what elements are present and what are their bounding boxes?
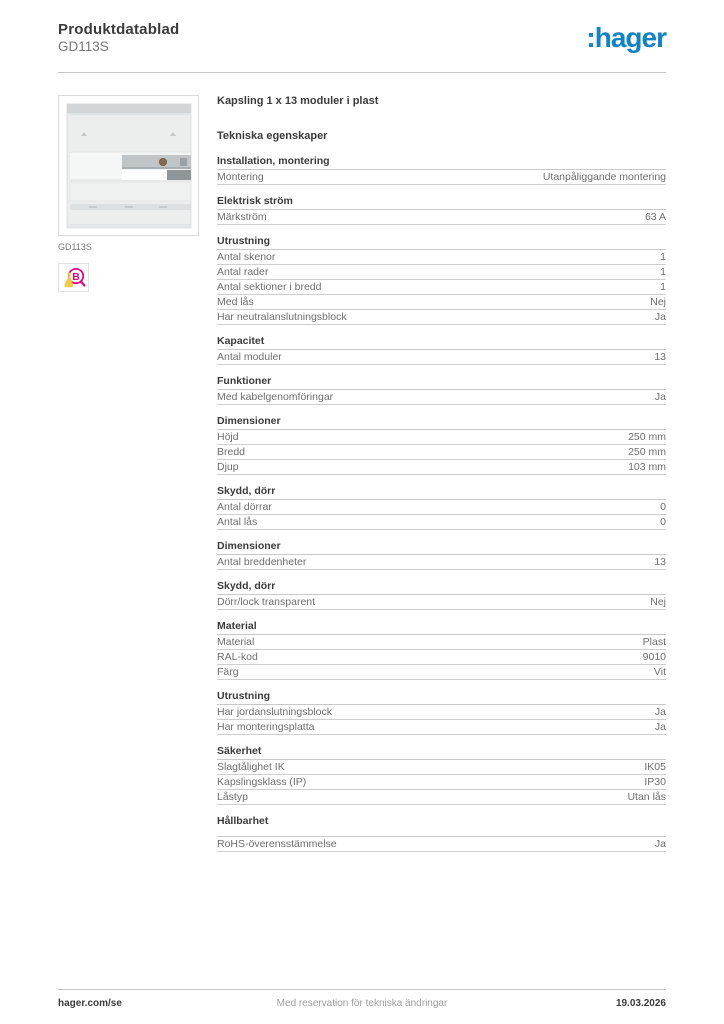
spec-value: 13: [654, 555, 666, 568]
spec-value: IK05: [644, 760, 666, 773]
product-image-caption: GD113S: [58, 242, 92, 252]
spec-value: 1: [660, 265, 666, 278]
spec-row: [217, 837, 666, 852]
spec-label: Djup: [217, 460, 239, 473]
section-title: Skydd, dörr: [217, 581, 666, 595]
spec-label: Antal breddenheter: [217, 555, 307, 568]
spec-label: Montering: [217, 170, 264, 183]
spec-section: [217, 486, 666, 530]
spec-section: [217, 691, 666, 735]
spec-label: Slagtålighet IK: [217, 760, 285, 773]
spec-row: [217, 555, 666, 570]
technical-properties-heading: Tekniska egenskaper: [217, 130, 328, 142]
section-title: Dimensioner: [217, 416, 666, 430]
spec-section: [217, 376, 666, 405]
magnifier-b-flask-icon: [61, 266, 87, 290]
document-title: Produktdatablad: [58, 21, 180, 38]
spec-label: RAL-kod: [217, 650, 258, 663]
spec-value: 0: [660, 515, 666, 528]
footer-website: hager.com/se: [58, 998, 122, 1009]
spec-row: [217, 650, 666, 665]
spec-row: [217, 790, 666, 805]
spec-label: RoHS-överensstämmelse: [217, 837, 337, 850]
spec-value: Ja: [654, 837, 666, 850]
spec-row: [217, 430, 666, 445]
spec-label: Antal dörrar: [217, 500, 272, 513]
spec-row: [217, 265, 666, 280]
spec-value: 250 mm: [628, 445, 666, 458]
spec-label: Har jordanslutningsblock: [217, 705, 332, 718]
spec-row: [217, 595, 666, 610]
spec-section: [217, 196, 666, 225]
spec-value: Nej: [650, 295, 666, 308]
section-title: Kapacitet: [217, 336, 666, 350]
spec-section: [217, 156, 666, 185]
spec-value: Ja: [654, 310, 666, 323]
product-image: [58, 95, 199, 236]
document-footer: [58, 998, 666, 1012]
spec-label: Bredd: [217, 445, 246, 458]
spec-value: Utanpåliggande montering: [542, 170, 666, 183]
spec-section: [217, 336, 666, 365]
spec-value: 63 A: [644, 210, 666, 223]
spec-row: [217, 760, 666, 775]
spec-row: [217, 390, 666, 405]
spec-row: [217, 350, 666, 365]
spec-row: [217, 250, 666, 265]
svg-text:B: B: [71, 270, 80, 283]
section-title: Skydd, dörr: [217, 486, 666, 500]
spec-value: Vit: [653, 665, 666, 678]
spec-row: [217, 280, 666, 295]
section-title: Installation, montering: [217, 156, 666, 170]
document-header: [58, 21, 666, 55]
spec-label: Färg: [217, 665, 239, 678]
spec-row: [217, 775, 666, 790]
spec-value: IP30: [644, 775, 666, 788]
section-title: Dimensioner: [217, 541, 666, 555]
spec-row: [217, 445, 666, 460]
left-column: [58, 95, 199, 292]
section-title: Utrustning: [217, 691, 666, 705]
spec-label: Antal moduler: [217, 350, 282, 363]
footer-date: 19.03.2026: [615, 998, 666, 1009]
spec-section: [217, 621, 666, 680]
spec-label: Kapslingsklass (IP): [217, 775, 307, 788]
spec-value: 13: [654, 350, 666, 363]
spec-row: [217, 720, 666, 735]
spec-value: Plast: [642, 635, 666, 648]
spec-label: Dörr/lock transparent: [217, 595, 316, 608]
spec-value: 250 mm: [628, 430, 666, 443]
spec-row: [217, 635, 666, 650]
spec-label: Antal rader: [217, 265, 269, 278]
spec-value: Ja: [654, 720, 666, 733]
section-title: Utrustning: [217, 236, 666, 250]
spec-label: Antal lås: [217, 515, 258, 528]
spec-label: Har neutralanslutningsblock: [217, 310, 347, 323]
spec-section: [217, 746, 666, 805]
spec-value: Ja: [654, 390, 666, 403]
section-title: Säkerhet: [217, 746, 666, 760]
spec-value: 103 mm: [628, 460, 666, 473]
spec-section: [217, 236, 666, 325]
spec-value: Nej: [650, 595, 666, 608]
chemical-substance-check-icon: [58, 263, 89, 292]
enclosure-illustration: [59, 96, 198, 235]
footer-divider: [58, 989, 666, 990]
spec-value: 9010: [642, 650, 666, 663]
spec-label: Låstyp: [217, 790, 248, 803]
spec-label: Höjd: [217, 430, 239, 443]
spec-label: Antal sektioner i bredd: [217, 280, 322, 293]
header-divider: [58, 72, 666, 73]
spec-row: [217, 460, 666, 475]
section-title: Material: [217, 621, 666, 635]
spec-row: [217, 210, 666, 225]
section-title: Funktioner: [217, 376, 666, 390]
spec-section: [217, 581, 666, 610]
spec-label: Material: [217, 635, 255, 648]
product-description-title: Kapsling 1 x 13 moduler i plast: [217, 95, 379, 107]
spec-label: Med kabelgenomföringar: [217, 390, 334, 403]
spec-label: Märkström: [217, 210, 267, 223]
product-code: GD113S: [58, 39, 109, 54]
spec-label: Med lås: [217, 295, 254, 308]
spec-value: Ja: [654, 705, 666, 718]
spec-row: [217, 170, 666, 185]
spec-section: [217, 541, 666, 570]
spec-value: Utan lås: [627, 790, 666, 803]
spec-row: [217, 295, 666, 310]
spec-value: 1: [660, 250, 666, 263]
spec-sections: [217, 156, 666, 852]
spec-label: Har monteringsplatta: [217, 720, 315, 733]
spec-value: 0: [660, 500, 666, 513]
spec-value: 1: [660, 280, 666, 293]
spec-row: [217, 665, 666, 680]
spec-row: [217, 310, 666, 325]
spec-section: [217, 416, 666, 475]
section-title: Hållbarhet: [217, 816, 666, 837]
spec-row: [217, 500, 666, 515]
spec-label: Antal skenor: [217, 250, 276, 263]
spec-row: [217, 515, 666, 530]
spec-section: [217, 816, 666, 852]
section-title: Elektrisk ström: [217, 196, 666, 210]
footer-disclaimer: Med reservation för tekniska ändringar: [276, 998, 448, 1009]
specifications-column: [217, 95, 666, 852]
hager-logo: :hager: [586, 22, 666, 53]
spec-row: [217, 705, 666, 720]
